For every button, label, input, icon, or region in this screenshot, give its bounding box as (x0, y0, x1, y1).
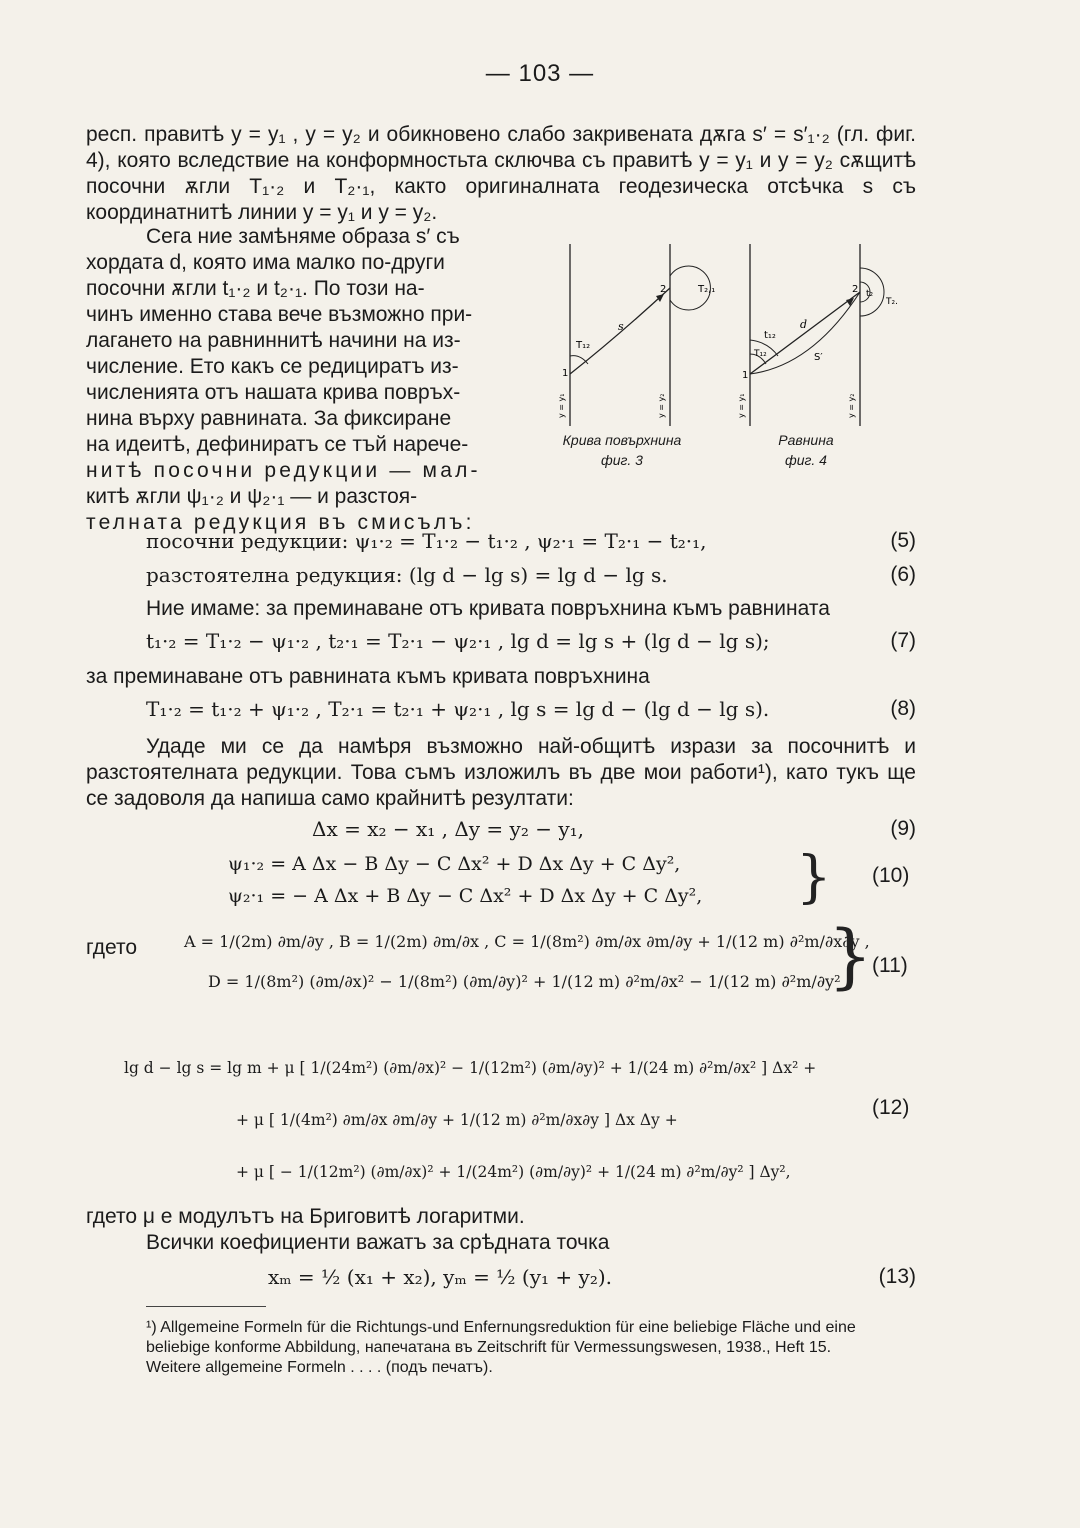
paragraph-we-have (146, 596, 916, 622)
fig3-label-T12: T₁₂ (576, 340, 591, 351)
fig3-label-y2: y = y₂ (657, 393, 666, 418)
wrapped-line: хордата d, която има малко по-други (86, 251, 445, 274)
wrapped-line: нина върху равнината. За фиксиране (86, 407, 452, 430)
equation-5-number: (5) (890, 529, 916, 552)
equation-5 (146, 526, 916, 556)
paragraph-coeffs-text: Всички коефициенти важатъ за срѣдната точка (146, 1231, 610, 1254)
fig4-point-1: 1 (742, 370, 749, 381)
equation-7 (146, 626, 916, 656)
figure-3-drawing (548, 236, 728, 430)
equation-12 (124, 1042, 816, 1198)
fig3-point-1: 1 (562, 368, 569, 379)
equation-13 (146, 1262, 916, 1292)
equation-6-body: разстоятелна редукция: (lg d − lg s) = lg d − lg s. (146, 563, 668, 587)
fig4-label-T12: T₁₂ (754, 349, 767, 359)
equation-7-number: (7) (890, 629, 916, 652)
equation-11-prefix: гдето (86, 936, 138, 959)
wrapped-line: телната редукция въ смисълъ: (86, 511, 475, 534)
equation-9-body: Δx = x₂ − x₁ , Δy = y₂ − y₁, (312, 817, 585, 841)
equation-8-number: (8) (890, 697, 916, 720)
fig4-point-2: 2 (852, 284, 859, 295)
fig4-label-s-prime: S′ (814, 352, 823, 363)
fig3-label-s: s (618, 320, 624, 333)
paragraph-transition (86, 664, 916, 690)
equation-12-line-1: lg d − lg s = lg m + μ [ 1/(24m²) (∂m/∂x)² − 1/(12m²) (∂m/∂y)² + 1/(24 m) ∂²m/∂x² ] Δx² + (124, 1059, 817, 1077)
equation-9 (146, 814, 916, 844)
equation-6-number: (6) (890, 563, 916, 586)
wrapped-line: численията отъ нашата крива повръх- (86, 381, 461, 404)
wrapped-line: на идеитѣ, дефиниратъ се тъй нарече- (86, 433, 469, 456)
fig4-label-y1: y = y₁ (737, 393, 746, 418)
figure-4-drawing (728, 236, 908, 430)
fig4-label-d: d (800, 318, 808, 331)
equation-10-brace: } (796, 845, 832, 910)
figure-4-caption (716, 430, 896, 470)
equation-7-body: t₁·₂ = T₁·₂ − ψ₁·₂ , t₂·₁ = T₂·₁ − ψ₂·₁ , lg d = lg s + (lg d − lg s); (146, 629, 770, 653)
equation-8 (146, 694, 916, 724)
paragraph-intro-text: респ. правитѣ y = y₁ , y = y₂ и обикновено слабо закривената дѫга s′ = s′₁·₂ (гл. фиг. 4), която вследствие на конформностьта сключва съ правитѣ y = y₁ и y = y₂ сѫщитѣ посочни ѫгли T₁·₂ и T₂·₁, както оригиналната геодезическа отсѣчка s съ координатнитѣ линии y = y₁ и y = y₂. (86, 123, 916, 224)
equation-10 (228, 848, 702, 912)
figure-4 (728, 236, 908, 430)
wrapped-line: числение. Ето какъ се редициратъ из- (86, 355, 459, 378)
wrapped-line: Сега ние замѣняме образа s′ съ (146, 225, 460, 248)
fig4-label-y2: y = y₂ (847, 393, 856, 418)
fig4-label-T2: T₂. (886, 297, 898, 307)
paragraph-results-text: Удаде ми се да намѣря възможно най-общитѣ изрази за посочнитѣ и разстоятелната редукции. Това съмъ изложилъ въ две мои работи¹), като тукъ ще се задоволя да напиша само крайнитѣ резултати: (86, 735, 916, 810)
equation-12-line-3: + μ [ − 1/(12m²) (∂m/∂x)² + 1/(24m²) (∂m/∂y)² + 1/(24 m) ∂²m/∂y² ] Δy², (236, 1163, 791, 1181)
footnote-2: Weitere allgemeine Formeln . . . . (подъ печатъ). (146, 1359, 493, 1376)
wrapped-line: лагането на равниннитѣ начини на из- (86, 329, 461, 352)
figure-4-caption-number: фиг. 4 (785, 452, 827, 468)
equation-10-number: (10) (872, 864, 910, 887)
equation-12-line-2: + μ [ 1/(4m²) ∂m/∂x ∂m/∂y + 1/(12 m) ∂²m/∂x∂y ] Δx Δy + (236, 1111, 678, 1129)
paragraph-we-have-text: Ние имаме: за преминаване отъ кривата повръхнина къмъ равнината (146, 597, 830, 620)
paragraph-coeffs (86, 1230, 916, 1256)
figure-4-caption-title: Равнина (778, 432, 834, 448)
equation-11-line-2: D = 1/(8m²) (∂m/∂x)² − 1/(8m²) (∂m/∂y)² + 1/(12 m) ∂²m/∂x² − 1/(12 m) ∂²m/∂y² , (208, 972, 851, 991)
page-number: — 103 — (485, 60, 595, 87)
fig4-label-t12: t₁₂ (764, 330, 776, 341)
equation-9-number: (9) (890, 817, 916, 840)
fig3-point-2: 2 (660, 284, 667, 295)
fig3-label-T21: T₂,₁ (698, 284, 716, 295)
paragraph-intro (86, 122, 916, 226)
figure-3 (548, 236, 728, 430)
wrapped-line: нитѣ посочни редукции — мал- (86, 459, 481, 482)
equation-11-brace: } (828, 915, 873, 997)
fig4-label-t21: t₂ (866, 289, 874, 299)
equation-13-body: xₘ = ½ (x₁ + x₂), yₘ = ½ (y₁ + y₂). (268, 1265, 612, 1289)
equation-13-number: (13) (878, 1265, 916, 1288)
equation-6 (146, 560, 916, 590)
paragraph-results (86, 734, 916, 812)
equation-11-number: (11) (872, 954, 908, 977)
footnote-rule (146, 1306, 266, 1307)
equation-10-line-2: ψ₂·₁ = − A Δx + B Δy − C Δx² + D Δx Δy + C Δy², (228, 885, 703, 907)
figure-3-caption (532, 430, 712, 470)
figure-3-caption-number: фиг. 3 (601, 452, 643, 468)
equation-5-body: посочни редукции: ψ₁·₂ = T₁·₂ − t₁·₂ , ψ₂·₁ = T₂·₁ − t₂·₁, (146, 529, 707, 553)
fig3-label-y1: y = y₁ (557, 393, 566, 418)
wrapped-line: посочни ѫгли t₁·₂ и t₂·₁. По този на- (86, 277, 425, 300)
footnotes (146, 1318, 916, 1378)
footnote-1: ¹) Allgemeine Formeln für die Richtungs-und Enfernungsreduktion für eine beliebige Fläche und eine beliebige konforme Abbildung, напечатана въ Zeitschrift für Vermessungswesen, 1938., Heft 15. (146, 1319, 856, 1356)
equation-8-body: T₁·₂ = t₁·₂ + ψ₁·₂ , T₂·₁ = t₂·₁ + ψ₂·₁ , lg s = lg d − (lg d − lg s). (146, 697, 770, 721)
wrapped-line: чинъ именно става вече възможно при- (86, 303, 473, 326)
figure-3-caption-title: Крива повърхнина (562, 432, 682, 448)
paragraph-mu (86, 1204, 916, 1230)
wrapped-line: китѣ ѫгли ψ₁·₂ и ψ₂·₁ — и разстоя- (86, 485, 418, 508)
equation-11-line-1: A = 1/(2m) ∂m/∂y , B = 1/(2m) ∂m/∂x , C = 1/(8m²) ∂m/∂x ∂m/∂y + 1/(12 m) ∂²m/∂x∂y , (184, 932, 870, 951)
paragraph-wrapped (86, 224, 530, 536)
paragraph-mu-text: гдето μ е модулътъ на Бриговитѣ логаритми. (86, 1205, 525, 1228)
equation-10-line-1: ψ₁·₂ = A Δx − B Δy − C Δx² + D Δx Δy + C Δy², (228, 853, 681, 875)
equation-12-number: (12) (872, 1096, 910, 1119)
equation-11 (184, 922, 870, 1002)
paragraph-transition-text: за преминаване отъ равнината къмъ кривата повръхнина (86, 665, 650, 688)
